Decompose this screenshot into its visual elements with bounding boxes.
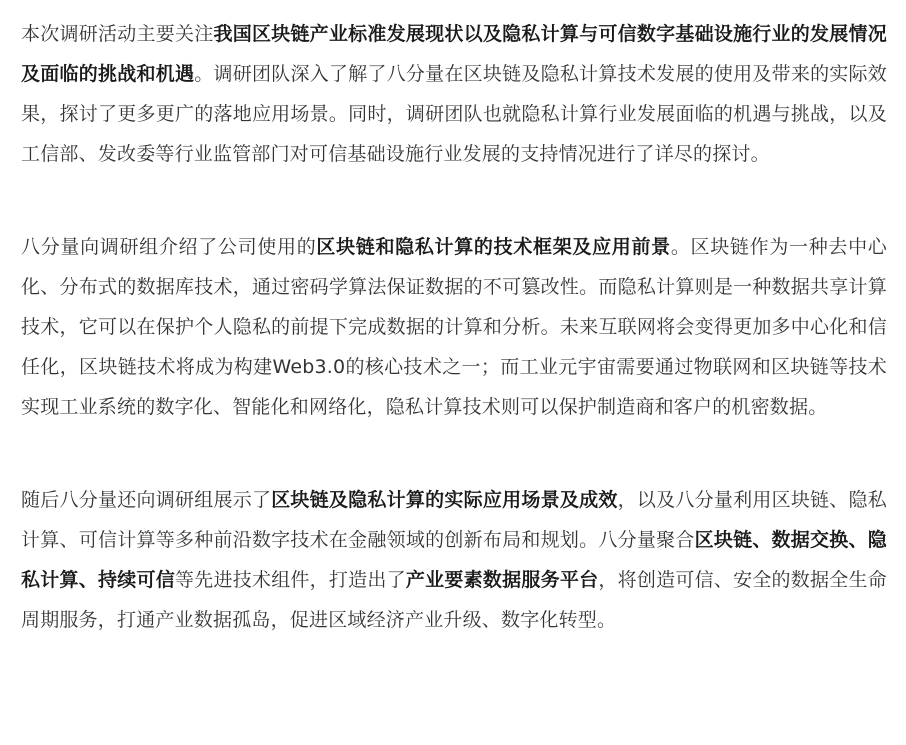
text-segment: ，将创造可信、安全的数据全生命周期服务，打通产业数据孤岛，促进区域经济产业升级、数字化转型。 <box>21 569 887 631</box>
bold-text-segment: 产业要素数据服务平台 <box>405 569 599 591</box>
bold-text-segment: 区块链及隐私计算的实际应用场景及成效 <box>271 489 618 511</box>
text-segment: 等先进技术组件，打造出了 <box>174 569 406 591</box>
bold-text-segment: 区块链、数据交换、隐私计算、持续可信 <box>21 529 887 591</box>
paragraph-tech-framework <box>21 227 887 427</box>
text-segment: 。调研团队深入了解了八分量在区块链及隐私计算技术发展的使用及带来的实际效果，探讨了更多更广的落地应用场景。同时，调研团队也就隐私计算行业发展面临的机遇与挑战，以及工信部、发改委等行业监管部门对可信基础设施行业发展的支持情况进行了详尽的探讨。 <box>21 63 887 165</box>
text-segment: 八分量向调研组介绍了公司使用的 <box>21 236 317 258</box>
text-segment: ，以及八分量利用区块链、隐私计算、可信计算等多种前沿数字技术在金融领域的创新布局和规划。八分量聚合 <box>21 489 887 551</box>
text-segment: 随后八分量还向调研组展示了 <box>21 489 272 511</box>
text-segment: 。区块链作为一种去中心化、分布式的数据库技术，通过密码学算法保证数据的不可篡改性。而隐私计算则是一种数据共享计算技术，它可以在保护个人隐私的前提下完成数据的计算和分析。未来互联网将会变得更加多中心化和信任化，区块链技术将成为构建Web3.0的核心技术之一；而工业元宇宙需要通过物联网和区块链等技术实现工业系统的数字化、智能化和网络化，隐私计算技术则可以保护制造商和客户的机密数据。 <box>21 236 887 418</box>
bold-text-segment: 我国区块链产业标准发展现状以及隐私计算与可信数字基础设施行业的发展情况及面临的挑战和机遇 <box>21 23 887 85</box>
paragraph-application-scenarios <box>21 480 887 640</box>
article-body <box>21 14 887 640</box>
bold-text-segment: 区块链和隐私计算的技术框架及应用前景 <box>316 236 671 258</box>
text-segment: 本次调研活动主要关注 <box>21 23 214 45</box>
paragraph-research-focus <box>21 14 887 174</box>
